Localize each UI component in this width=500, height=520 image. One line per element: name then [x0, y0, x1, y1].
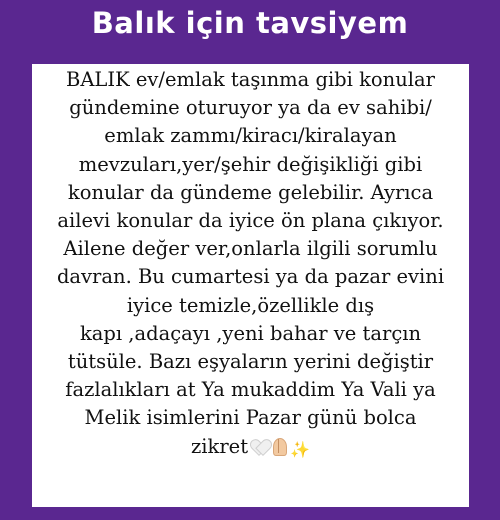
sparkles-icon: ✨ [290, 439, 310, 459]
post-title: Balık için tavsiyem [91, 6, 409, 40]
advice-line: fazlalıkları at Ya mukaddim Ya Vali ya [65, 378, 436, 402]
advice-line: mevzuları,yer/şehir değişikliği gibi [78, 152, 423, 176]
advice-line: ailevi konular da iyice ön plana çıkıyor. [57, 209, 444, 233]
advice-line: Ailene değer ver,onlarla ilgili sorumlu [63, 237, 438, 261]
emoji-row [252, 435, 310, 463]
advice-line: tütsüle. Bazı eşyaların yerini değiştir [67, 350, 434, 374]
advice-line: konular da gündeme gelebilir. Ayrıca [67, 180, 434, 204]
advice-line: gündemine oturuyor ya da ev sahibi/ [69, 96, 432, 120]
folded-hands-icon [270, 437, 288, 455]
advice-last-line [38, 433, 463, 463]
advice-line: BALIK ev/emlak taşınma gibi konular [66, 68, 435, 91]
white-heart-icon [252, 440, 268, 455]
advice-card [32, 64, 469, 507]
advice-line-text: zikret [191, 434, 249, 458]
advice-line: davran. Bu cumartesi ya da pazar evini [56, 265, 445, 289]
advice-line: emlak zammı/kiracı/kiralayan [104, 124, 397, 148]
advice-line: kapı ,adaçayı ,yeni bahar ve tarçın [79, 321, 422, 345]
advice-line: Melik isimlerini Pazar günü bolca [84, 406, 417, 430]
advice-line: iyice temizle,özellikle dış [126, 293, 375, 317]
